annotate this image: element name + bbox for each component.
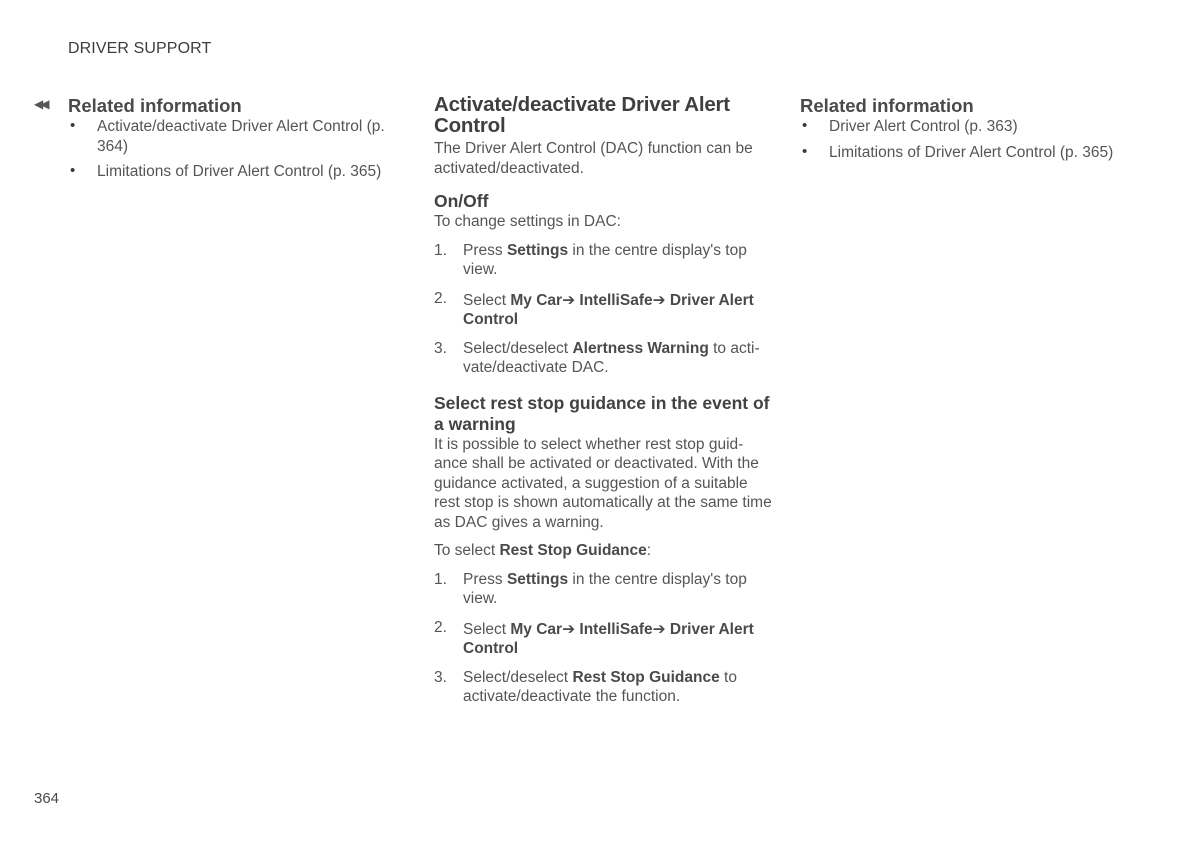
reststop-body: It is possible to select whether rest stop guid-ance shall be activated or deactivated. With the guidance activated, a suggestion of a suitable rest stop is shown automatically at the same time as DAC gives a warning.	[434, 435, 772, 531]
related-link[interactable]: • Limitations of Driver Alert Control (p. 365)	[802, 142, 1114, 161]
article-intro: The Driver Alert Control (DAC) function can be activated/deactivated.	[434, 140, 753, 177]
double-arrow-back-icon: ◀◀	[34, 97, 47, 111]
section-header: DRIVER SUPPORT	[68, 40, 212, 57]
related-link[interactable]: • Driver Alert Control (p. 363)	[802, 117, 1018, 135]
related-info-left	[34, 94, 388, 188]
related-info-list	[800, 117, 1140, 162]
reststop-heading: Select rest stop guidance in the event of a warning	[434, 392, 770, 434]
step-item: 1. Press Settings in the centre display's top view.	[434, 570, 747, 607]
related-info-heading: Related information	[68, 95, 242, 116]
onoff-steps	[434, 241, 774, 378]
related-link[interactable]: • Activate/deactivate Driver Alert Control (p. 364)	[70, 117, 385, 155]
article-title: Activate/deactivate Driver Alert Control	[434, 93, 730, 137]
page-number: 364	[34, 790, 60, 807]
step-item: 2. Select My Car➔ IntelliSafe➔ Driver Alert Control	[434, 289, 754, 328]
arrow-right-icon: ➔	[562, 291, 576, 309]
related-info-right	[800, 94, 1140, 168]
reststop-steps	[434, 570, 774, 707]
arrow-right-icon: ➔	[562, 620, 576, 638]
reststop-lead: To select Rest Stop Guidance:	[434, 542, 652, 559]
onoff-lead: To change settings in DAC:	[434, 213, 621, 230]
onoff-heading: On/Off	[434, 191, 489, 211]
main-article	[434, 94, 774, 716]
related-link[interactable]: • Limitations of Driver Alert Control (p. 365)	[70, 162, 382, 180]
related-info-heading: Related information	[800, 95, 974, 116]
step-item: 3. Select/deselect Alertness Warning to acti-vate/deactivate DAC.	[434, 339, 760, 376]
related-info-list	[68, 117, 388, 182]
step-item: 2. Select My Car➔ IntelliSafe➔ Driver Alert Control	[434, 618, 754, 657]
arrow-right-icon: ➔	[652, 620, 666, 638]
step-item: 3. Select/deselect Rest Stop Guidance to activate/deactivate the function.	[434, 668, 737, 705]
step-item: 1. Press Settings in the centre display's top view.	[434, 241, 747, 278]
arrow-right-icon: ➔	[652, 291, 666, 309]
